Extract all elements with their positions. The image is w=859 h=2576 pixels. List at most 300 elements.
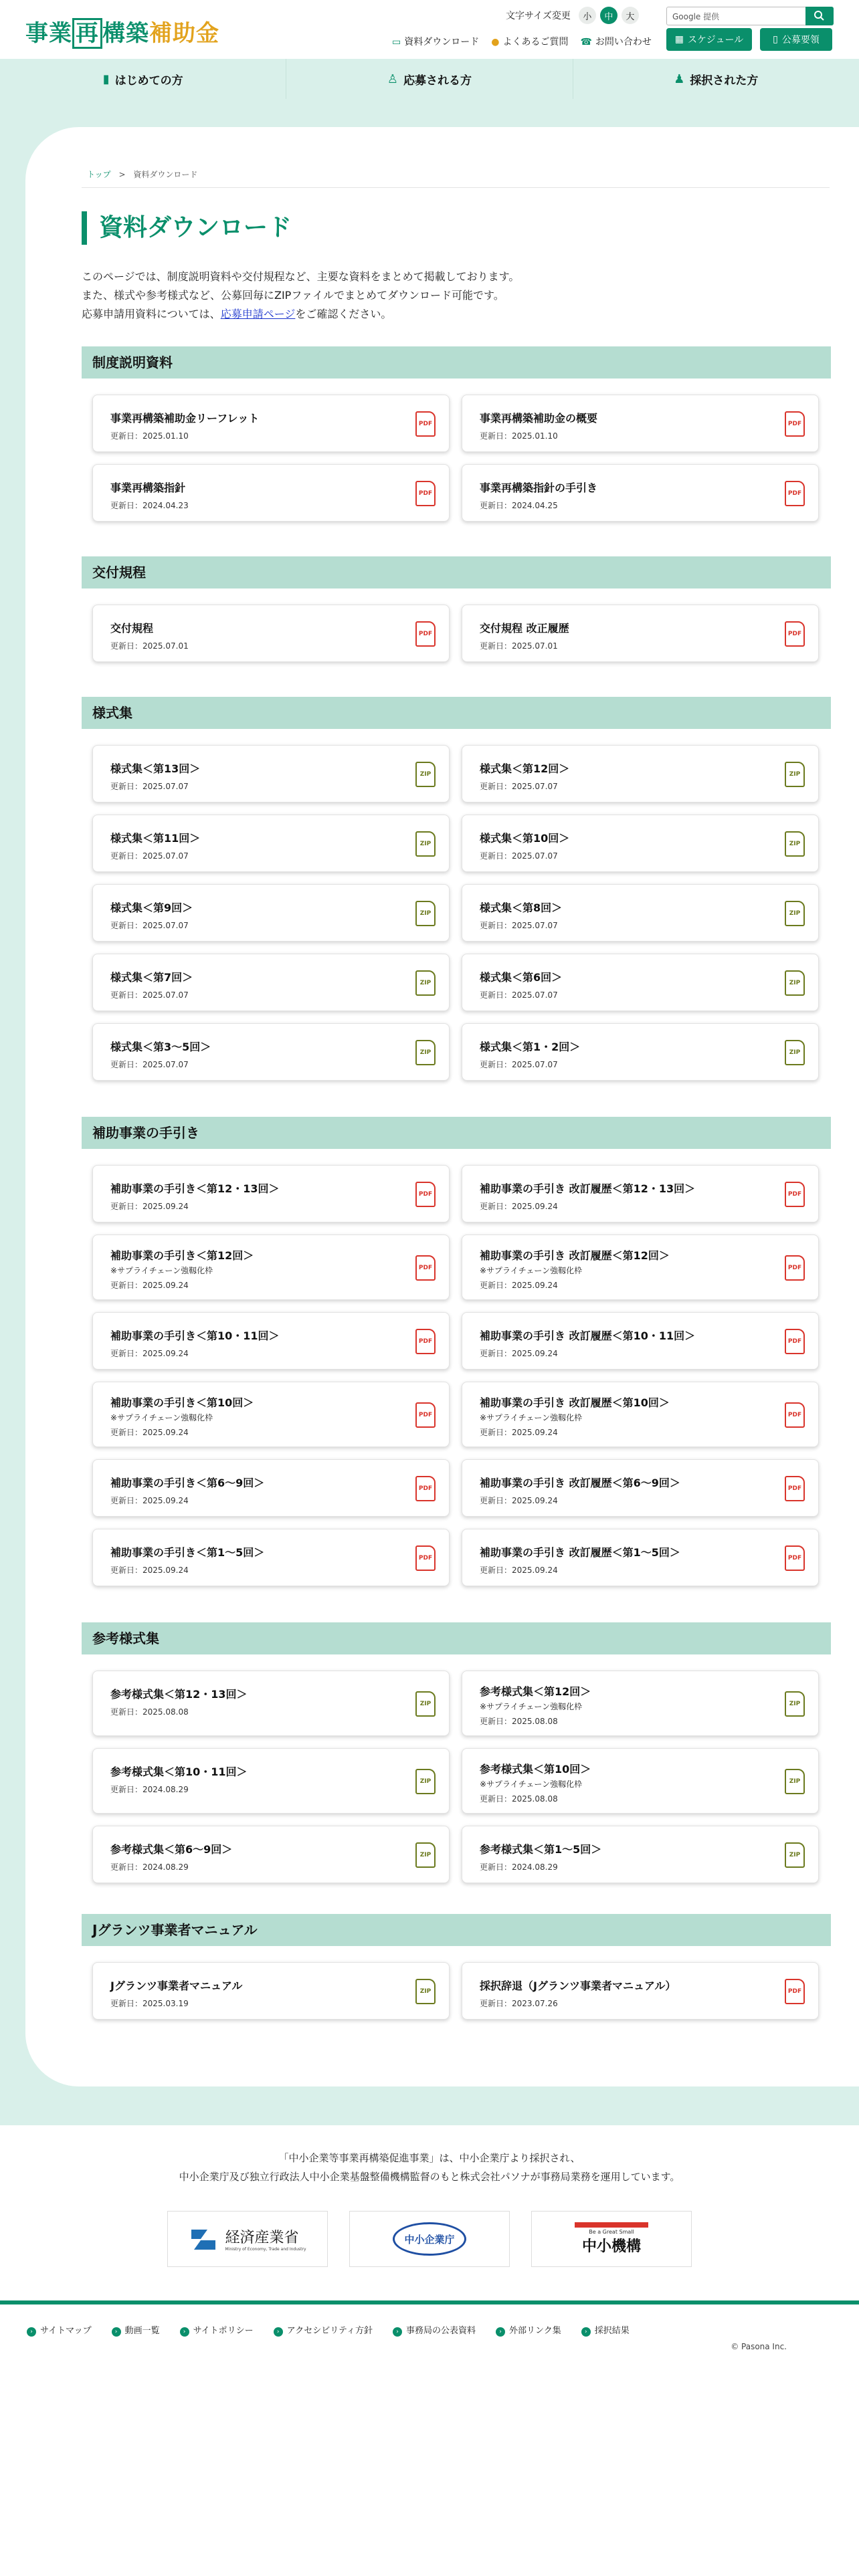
update-date-label: 更新日： bbox=[110, 1428, 143, 1437]
update-date-value: 2025.09.24 bbox=[512, 1281, 558, 1290]
pdf-file-icon: PDF bbox=[415, 1329, 436, 1354]
download-title: 様式集＜第8回＞ bbox=[480, 901, 563, 914]
download-date bbox=[110, 1706, 189, 1717]
pdf-file-icon: PDF bbox=[785, 1545, 805, 1571]
update-date-value: 2025.07.07 bbox=[142, 782, 189, 791]
pdf-file-icon: PDF bbox=[785, 411, 805, 437]
update-date-value: 2025.07.07 bbox=[142, 990, 189, 1000]
pdf-file-icon: PDF bbox=[415, 1545, 436, 1571]
download-title: 様式集＜第9回＞ bbox=[110, 901, 193, 914]
smrj-logo-sub: Be a Great Small bbox=[589, 2229, 634, 2235]
chevron-right-icon: › bbox=[393, 2327, 402, 2337]
breadcrumb-divider bbox=[82, 187, 830, 188]
font-size-medium-button[interactable]: 中 bbox=[600, 7, 617, 24]
update-date-value: 2023.07.26 bbox=[512, 1999, 558, 2008]
update-date-value: 2025.09.24 bbox=[512, 1428, 558, 1437]
site-logo[interactable] bbox=[25, 15, 219, 47]
download-title: 様式集＜第6回＞ bbox=[480, 971, 563, 984]
zip-file-icon: ZIP bbox=[785, 1691, 805, 1717]
section-header: 制度説明資料 bbox=[82, 346, 831, 379]
update-date-label: 更新日： bbox=[110, 1281, 143, 1290]
nav-item-beginners[interactable]: ▮ はじめての方 bbox=[0, 59, 286, 99]
update-date-label: 更新日： bbox=[110, 1862, 143, 1872]
update-date-label: 更新日： bbox=[110, 501, 143, 510]
download-card[interactable] bbox=[92, 464, 450, 522]
page-title: 資料ダウンロード bbox=[82, 211, 292, 245]
footer-links bbox=[27, 2323, 630, 2337]
font-size-switcher bbox=[506, 7, 639, 24]
download-card[interactable] bbox=[462, 1382, 819, 1447]
intro-line-2: また、様式や参考様式など、公募回毎にZIPファイルでまとめてダウンロード可能です。 bbox=[82, 289, 504, 302]
zip-file-icon: ZIP bbox=[415, 901, 436, 926]
update-date-value: 2025.07.07 bbox=[142, 921, 189, 930]
update-date-label: 更新日： bbox=[480, 990, 512, 1000]
breadcrumb-current: 資料ダウンロード bbox=[133, 170, 198, 179]
download-date bbox=[110, 1495, 189, 1506]
font-size-large-button[interactable]: 大 bbox=[622, 7, 639, 24]
download-card[interactable] bbox=[92, 1459, 450, 1517]
download-title: 補助事業の手引き 改訂履歴＜第10・11回＞ bbox=[480, 1329, 696, 1342]
pdf-file-icon: PDF bbox=[415, 1476, 436, 1501]
download-date bbox=[480, 1861, 558, 1872]
download-date bbox=[110, 640, 189, 651]
update-date-value: 2025.07.07 bbox=[512, 1060, 558, 1069]
update-date-value: 2024.04.25 bbox=[512, 501, 558, 510]
update-date-value: 2025.08.08 bbox=[512, 1717, 558, 1726]
breadcrumb bbox=[87, 169, 197, 180]
download-date bbox=[480, 640, 558, 651]
download-title: 様式集＜第13回＞ bbox=[110, 762, 201, 775]
font-size-label: 文字サイズ変更 bbox=[506, 11, 571, 21]
update-date-label: 更新日： bbox=[110, 641, 143, 651]
download-date bbox=[480, 430, 558, 441]
footer-text-2: 中小企業庁及び独立行政法人中小企業基盤整備機構監督のもと株式会社パソナが事務局業務を運用しています。 bbox=[179, 2171, 680, 2183]
update-date-label: 更新日： bbox=[480, 1566, 512, 1575]
zip-file-icon: ZIP bbox=[415, 762, 436, 787]
download-date bbox=[480, 780, 558, 792]
update-date-label: 更新日： bbox=[480, 1999, 512, 2008]
update-date-label: 更新日： bbox=[480, 1202, 512, 1211]
download-card[interactable] bbox=[462, 1459, 819, 1517]
meti-logo[interactable] bbox=[167, 2211, 328, 2267]
download-title: 採択辞退（Jグランツ事業者マニュアル） bbox=[480, 1979, 676, 1992]
update-date-value: 2025.01.10 bbox=[512, 431, 558, 441]
download-title: 補助事業の手引き＜第12回＞ bbox=[110, 1249, 254, 1262]
download-card[interactable] bbox=[92, 1165, 450, 1222]
footer-link[interactable]: › サイトポリシー bbox=[180, 2323, 254, 2337]
download-title: 様式集＜第1・2回＞ bbox=[480, 1041, 581, 1053]
update-date-value: 2025.07.01 bbox=[142, 641, 189, 651]
update-date-label: 更新日： bbox=[110, 1785, 143, 1794]
download-card[interactable] bbox=[462, 1748, 819, 1814]
chevron-right-icon: › bbox=[27, 2327, 36, 2337]
download-card[interactable] bbox=[462, 1023, 819, 1081]
update-date-value: 2025.07.01 bbox=[512, 641, 558, 651]
update-date-label: 更新日： bbox=[480, 501, 512, 510]
update-date-value: 2025.09.24 bbox=[142, 1281, 189, 1290]
meti-logo-name: 経済産業省 bbox=[225, 2230, 299, 2246]
download-date bbox=[480, 500, 558, 511]
zip-file-icon: ZIP bbox=[785, 1040, 805, 1065]
application-page-link[interactable]: 応募申請ページ bbox=[220, 308, 296, 320]
pdf-file-icon: PDF bbox=[785, 1255, 805, 1281]
zip-file-icon: ZIP bbox=[415, 1691, 436, 1717]
download-date bbox=[110, 1998, 189, 2009]
download-date bbox=[480, 1200, 558, 1212]
download-card[interactable] bbox=[462, 1529, 819, 1586]
pdf-file-icon: PDF bbox=[415, 411, 436, 437]
chevron-right-icon: › bbox=[180, 2327, 189, 2337]
user-icon: ♟ bbox=[674, 72, 685, 86]
download-date bbox=[110, 780, 189, 792]
pdf-file-icon: PDF bbox=[785, 1402, 805, 1428]
zip-file-icon: ZIP bbox=[785, 831, 805, 857]
site-header bbox=[0, 0, 859, 59]
download-card[interactable] bbox=[92, 1235, 450, 1300]
footer-link[interactable]: › 事務局の公表資料 bbox=[393, 2323, 476, 2337]
download-date bbox=[110, 850, 189, 861]
footer-bar bbox=[0, 2300, 859, 2304]
download-date bbox=[110, 1784, 189, 1795]
download-card[interactable] bbox=[92, 1962, 450, 2020]
footer-link[interactable]: › 動画一覧 bbox=[112, 2323, 160, 2337]
download-card[interactable] bbox=[92, 1748, 450, 1814]
update-date-label: 更新日： bbox=[480, 1349, 512, 1358]
search-button[interactable] bbox=[805, 7, 834, 25]
chevron-right-icon: › bbox=[112, 2327, 121, 2337]
download-card[interactable] bbox=[92, 815, 450, 872]
pdf-file-icon: PDF bbox=[415, 1182, 436, 1207]
zip-file-icon: ZIP bbox=[415, 1979, 436, 2004]
chevron-right-icon: › bbox=[274, 2327, 283, 2337]
section-header: 参考様式集 bbox=[82, 1622, 831, 1654]
download-card[interactable] bbox=[92, 1023, 450, 1081]
update-date-value: 2025.03.19 bbox=[142, 1999, 189, 2008]
sme-agency-logo[interactable] bbox=[349, 2211, 510, 2267]
update-date-value: 2025.07.07 bbox=[512, 921, 558, 930]
update-date-label: 更新日： bbox=[480, 1496, 512, 1505]
pdf-file-icon: PDF bbox=[785, 1329, 805, 1354]
update-date-value: 2025.01.10 bbox=[142, 431, 189, 441]
update-date-label: 更新日： bbox=[110, 1566, 143, 1575]
download-card[interactable] bbox=[462, 1312, 819, 1370]
update-date-label: 更新日： bbox=[480, 1428, 512, 1437]
update-date-value: 2025.07.07 bbox=[512, 851, 558, 861]
util-link-contact[interactable]: ☎ お問い合わせ bbox=[580, 37, 652, 47]
download-date bbox=[480, 1998, 558, 2009]
download-date bbox=[110, 1200, 189, 1212]
download-card[interactable] bbox=[92, 1826, 450, 1883]
download-date bbox=[110, 500, 189, 511]
download-title: 事業再構築指針の手引き bbox=[480, 481, 598, 494]
chevron-right-icon: › bbox=[496, 2327, 505, 2337]
download-title: 様式集＜第3〜5回＞ bbox=[110, 1041, 211, 1053]
update-date-value: 2025.09.24 bbox=[512, 1202, 558, 1211]
nav-item-adopted[interactable]: ♟ 採択された方 bbox=[674, 72, 759, 88]
font-size-small-button[interactable]: 小 bbox=[579, 7, 596, 24]
download-date bbox=[110, 920, 189, 931]
update-date-value: 2025.08.08 bbox=[512, 1794, 558, 1804]
download-date bbox=[110, 430, 189, 441]
download-date bbox=[480, 1495, 558, 1506]
download-date bbox=[480, 1059, 558, 1070]
download-title: 参考様式集＜第10回＞ bbox=[480, 1763, 591, 1776]
breadcrumb-separator: > bbox=[118, 170, 126, 179]
download-title: 事業再構築補助金の概要 bbox=[480, 412, 598, 425]
zip-file-icon: ZIP bbox=[785, 762, 805, 787]
search-input[interactable]: Google 提供 bbox=[672, 12, 720, 21]
download-card[interactable] bbox=[462, 1671, 819, 1736]
update-date-value: 2024.08.29 bbox=[142, 1785, 189, 1794]
update-date-label: 更新日： bbox=[110, 1999, 143, 2008]
download-title: Jグランツ事業者マニュアル bbox=[110, 1979, 243, 1992]
utility-links bbox=[392, 35, 652, 48]
global-nav bbox=[0, 59, 859, 99]
download-date bbox=[480, 1279, 558, 1291]
update-date-label: 更新日： bbox=[480, 851, 512, 861]
calendar-icon: ▦ bbox=[674, 34, 684, 45]
download-date bbox=[110, 989, 189, 1000]
pdf-file-icon: PDF bbox=[785, 1182, 805, 1207]
update-date-value: 2025.09.24 bbox=[142, 1566, 189, 1575]
download-title: 補助事業の手引き＜第10・11回＞ bbox=[110, 1329, 280, 1342]
download-title: 様式集＜第7回＞ bbox=[110, 971, 193, 984]
update-date-value: 2025.09.24 bbox=[512, 1496, 558, 1505]
update-date-value: 2025.09.24 bbox=[142, 1202, 189, 1211]
meti-mark-icon bbox=[189, 2224, 218, 2254]
update-date-value: 2025.08.08 bbox=[142, 1707, 189, 1717]
download-note: ※サプライチェーン強靱化枠 bbox=[480, 1413, 583, 1422]
download-note: ※サプライチェーン強靱化枠 bbox=[110, 1413, 213, 1422]
user-outline-icon: ♙ bbox=[387, 72, 399, 86]
update-date-value: 2025.09.24 bbox=[512, 1566, 558, 1575]
download-card[interactable] bbox=[92, 1529, 450, 1586]
download-date bbox=[480, 1426, 558, 1438]
update-date-label: 更新日： bbox=[480, 921, 512, 930]
site-search[interactable] bbox=[666, 7, 834, 25]
pdf-file-icon: PDF bbox=[415, 1402, 436, 1428]
download-title: 補助事業の手引き 改訂履歴＜第12・13回＞ bbox=[480, 1182, 696, 1195]
update-date-value: 2024.04.23 bbox=[142, 501, 189, 510]
zip-file-icon: ZIP bbox=[785, 1769, 805, 1794]
update-date-value: 2025.07.07 bbox=[142, 851, 189, 861]
download-card[interactable] bbox=[462, 954, 819, 1011]
update-date-label: 更新日： bbox=[480, 641, 512, 651]
footer-link[interactable]: › サイトマップ bbox=[27, 2323, 92, 2337]
breadcrumb-home-link[interactable]: トップ bbox=[87, 170, 111, 179]
download-date bbox=[480, 1793, 558, 1804]
download-card[interactable] bbox=[462, 395, 819, 452]
download-title: 参考様式集＜第6〜9回＞ bbox=[110, 1843, 233, 1856]
footer-text-1: 「中小企業等事業再構築促進事業」は、中小企業庁より採択され、 bbox=[278, 2152, 581, 2164]
download-title: 交付規程 bbox=[110, 622, 154, 635]
download-card[interactable] bbox=[92, 1312, 450, 1370]
update-date-value: 2025.07.07 bbox=[512, 782, 558, 791]
update-date-value: 2025.09.24 bbox=[512, 1349, 558, 1358]
download-title: 補助事業の手引き＜第6〜9回＞ bbox=[110, 1477, 265, 1489]
download-title: 補助事業の手引き＜第1〜5回＞ bbox=[110, 1546, 265, 1559]
pdf-file-icon: PDF bbox=[785, 621, 805, 647]
update-date-label: 更新日： bbox=[480, 782, 512, 791]
download-title: 補助事業の手引き＜第10回＞ bbox=[110, 1396, 254, 1409]
footer-link[interactable]: › 外部リンク集 bbox=[496, 2323, 561, 2337]
update-date-label: 更新日： bbox=[110, 1060, 143, 1069]
zip-file-icon: ZIP bbox=[785, 901, 805, 926]
download-title: 補助事業の手引き＜第12・13回＞ bbox=[110, 1182, 280, 1195]
update-date-label: 更新日： bbox=[110, 1349, 143, 1358]
logo-part-3: 構築 bbox=[102, 20, 149, 47]
update-date-label: 更新日： bbox=[480, 431, 512, 441]
zip-file-icon: ZIP bbox=[785, 970, 805, 996]
footer-link[interactable]: › 採択結果 bbox=[581, 2323, 630, 2337]
download-card[interactable] bbox=[462, 1826, 819, 1883]
update-date-label: 更新日： bbox=[480, 1281, 512, 1290]
zip-file-icon: ZIP bbox=[785, 1842, 805, 1868]
update-date-label: 更新日： bbox=[110, 1202, 143, 1211]
download-title: 様式集＜第12回＞ bbox=[480, 762, 570, 775]
section-header: 様式集 bbox=[82, 697, 831, 729]
update-date-value: 2025.09.24 bbox=[142, 1496, 189, 1505]
pdf-file-icon: PDF bbox=[415, 481, 436, 506]
pdf-file-icon: PDF bbox=[785, 1476, 805, 1501]
download-card[interactable] bbox=[92, 395, 450, 452]
download-date bbox=[480, 989, 558, 1000]
update-date-value: 2025.07.07 bbox=[142, 1060, 189, 1069]
section-header: 交付規程 bbox=[82, 556, 831, 588]
download-card[interactable] bbox=[462, 884, 819, 942]
download-title: 様式集＜第11回＞ bbox=[110, 832, 201, 845]
download-note: ※サプライチェーン強靱化枠 bbox=[480, 1266, 583, 1275]
download-date bbox=[480, 850, 558, 861]
update-date-value: 2025.09.24 bbox=[142, 1349, 189, 1358]
schedule-button[interactable]: ▦ スケジュール bbox=[666, 28, 752, 51]
download-date bbox=[110, 1059, 189, 1070]
download-card[interactable] bbox=[92, 884, 450, 942]
zip-file-icon: ZIP bbox=[415, 1769, 436, 1794]
copyright: © Pasona Inc. bbox=[731, 2342, 787, 2351]
download-date bbox=[110, 1279, 189, 1291]
smrj-logo[interactable] bbox=[531, 2211, 692, 2267]
pdf-file-icon: PDF bbox=[415, 1255, 436, 1281]
download-title: 参考様式集＜第1〜5回＞ bbox=[480, 1843, 602, 1856]
logo-part-4: 補助金 bbox=[149, 20, 219, 47]
question-icon: ● bbox=[491, 37, 500, 47]
download-title: 事業再構築補助金リーフレット bbox=[110, 412, 260, 425]
download-card[interactable] bbox=[462, 1235, 819, 1300]
phone-icon: ☎ bbox=[580, 37, 592, 47]
download-date bbox=[480, 920, 558, 931]
book-icon: ▮ bbox=[102, 72, 110, 86]
meti-logo-sub: Ministry of Economy, Trade and Industry bbox=[225, 2247, 306, 2252]
smrj-logo-name: 中小機構 bbox=[581, 2238, 641, 2255]
intro-line-3: 応募申請用資料については、応募申請ページをご確認ください。 bbox=[82, 308, 392, 320]
chevron-right-icon: › bbox=[581, 2327, 591, 2337]
download-card[interactable] bbox=[462, 605, 819, 662]
download-title: 参考様式集＜第10・11回＞ bbox=[110, 1765, 248, 1778]
zip-file-icon: ZIP bbox=[415, 1040, 436, 1065]
download-title: 交付規程 改正履歴 bbox=[480, 622, 569, 635]
update-date-label: 更新日： bbox=[110, 1707, 143, 1717]
update-date-label: 更新日： bbox=[110, 921, 143, 930]
update-date-label: 更新日： bbox=[480, 1862, 512, 1872]
download-title: 参考様式集＜第12・13回＞ bbox=[110, 1688, 248, 1701]
util-link-faq[interactable]: ● よくあるご質問 bbox=[491, 37, 569, 47]
nav-item-applicants[interactable]: ♙ 応募される方 bbox=[286, 59, 573, 99]
download-title: 補助事業の手引き 改訂履歴＜第10回＞ bbox=[480, 1396, 670, 1409]
zip-file-icon: ZIP bbox=[415, 831, 436, 857]
pdf-file-icon: PDF bbox=[785, 1979, 805, 2004]
pdf-file-icon: PDF bbox=[415, 621, 436, 647]
download-card[interactable] bbox=[92, 605, 450, 662]
download-date bbox=[480, 1348, 558, 1359]
update-date-value: 2024.08.29 bbox=[512, 1862, 558, 1872]
download-title: 補助事業の手引き 改訂履歴＜第6〜9回＞ bbox=[480, 1477, 680, 1489]
intro-line-1: このページでは、制度説明資料や交付規程など、主要な資料をまとめて掲載しております。 bbox=[82, 270, 520, 283]
download-title: 補助事業の手引き 改訂履歴＜第1〜5回＞ bbox=[480, 1546, 680, 1559]
download-date bbox=[110, 1426, 189, 1438]
update-date-value: 2025.09.24 bbox=[142, 1428, 189, 1437]
update-date-label: 更新日： bbox=[480, 1717, 512, 1726]
download-card[interactable] bbox=[462, 815, 819, 872]
download-card[interactable] bbox=[92, 1382, 450, 1447]
download-date bbox=[110, 1861, 189, 1872]
zip-file-icon: ZIP bbox=[415, 970, 436, 996]
update-date-label: 更新日： bbox=[480, 1794, 512, 1804]
smrj-stripes-icon bbox=[575, 2222, 648, 2228]
update-date-label: 更新日： bbox=[110, 1496, 143, 1505]
download-card[interactable] bbox=[462, 464, 819, 522]
update-date-value: 2024.08.29 bbox=[142, 1862, 189, 1872]
download-title: 事業再構築指針 bbox=[110, 481, 186, 494]
zip-file-icon: ZIP bbox=[415, 1842, 436, 1868]
update-date-label: 更新日： bbox=[480, 1060, 512, 1069]
download-date bbox=[110, 1564, 189, 1576]
logo-part-2: 再 bbox=[72, 18, 102, 49]
util-link-download[interactable]: ▭ 資料ダウンロード bbox=[392, 37, 480, 47]
download-card[interactable] bbox=[92, 954, 450, 1011]
download-date bbox=[110, 1348, 189, 1359]
download-note: ※サプライチェーン強靱化枠 bbox=[480, 1702, 583, 1711]
update-date-value: 2025.07.07 bbox=[512, 990, 558, 1000]
download-title: 補助事業の手引き 改訂履歴＜第12回＞ bbox=[480, 1249, 670, 1262]
logo-part-1: 事業 bbox=[25, 20, 72, 47]
document-icon: ▯ bbox=[773, 34, 778, 45]
download-card[interactable] bbox=[462, 1165, 819, 1222]
download-date bbox=[480, 1715, 558, 1727]
sme-agency-logo-name: 中小企業庁 bbox=[404, 2233, 455, 2246]
update-date-label: 更新日： bbox=[110, 851, 143, 861]
download-note: ※サプライチェーン強靱化枠 bbox=[110, 1266, 213, 1275]
pdf-file-icon: PDF bbox=[785, 481, 805, 506]
public-offer-button[interactable]: ▯ 公募要領 bbox=[760, 28, 832, 51]
download-date bbox=[480, 1564, 558, 1576]
section-header: 補助事業の手引き bbox=[82, 1117, 831, 1149]
download-title: 参考様式集＜第12回＞ bbox=[480, 1685, 591, 1698]
download-card[interactable] bbox=[462, 745, 819, 802]
footer-link[interactable]: › アクセシビリティ方針 bbox=[274, 2323, 373, 2337]
download-card[interactable] bbox=[92, 745, 450, 802]
section-header: Jグランツ事業者マニュアル bbox=[82, 1914, 831, 1946]
download-card[interactable] bbox=[462, 1962, 819, 2020]
update-date-label: 更新日： bbox=[110, 431, 143, 441]
update-date-label: 更新日： bbox=[110, 782, 143, 791]
update-date-label: 更新日： bbox=[110, 990, 143, 1000]
intro-text bbox=[82, 267, 519, 324]
download-note: ※サプライチェーン強靱化枠 bbox=[480, 1780, 583, 1789]
download-title: 様式集＜第10回＞ bbox=[480, 832, 570, 845]
download-card[interactable] bbox=[92, 1671, 450, 1736]
search-icon bbox=[805, 7, 834, 25]
